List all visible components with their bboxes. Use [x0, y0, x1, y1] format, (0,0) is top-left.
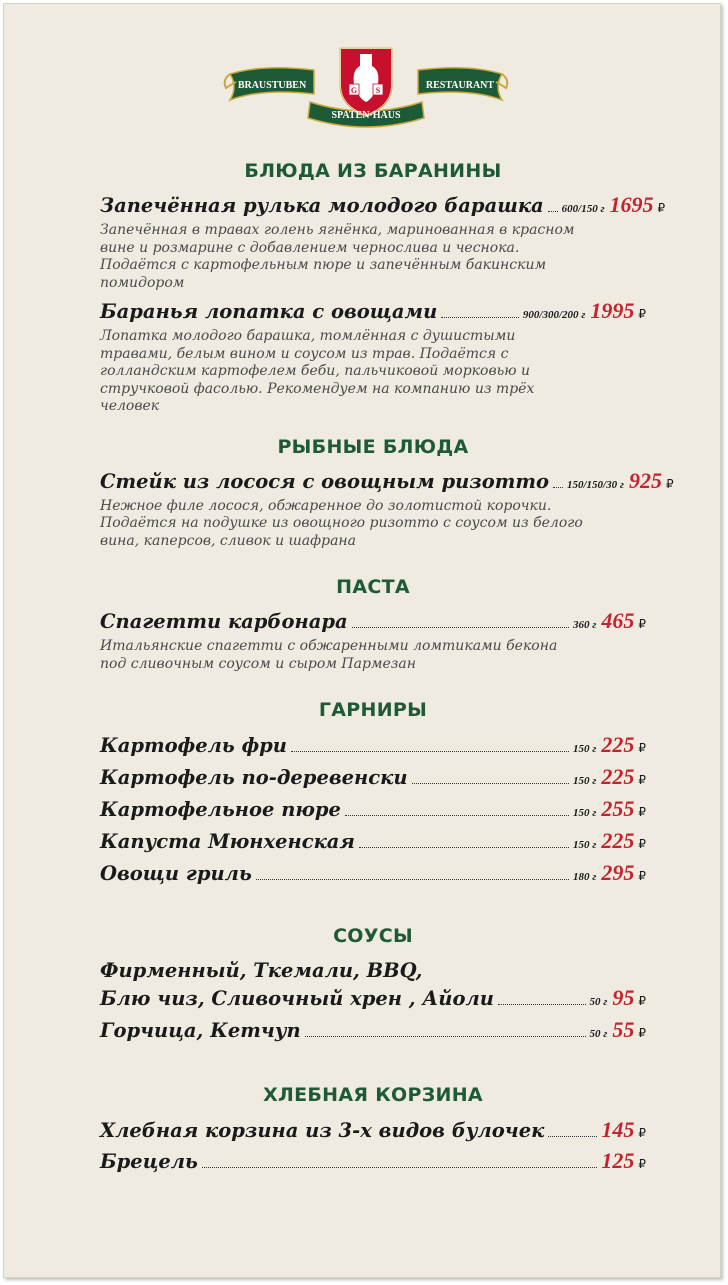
- ruble-sign: ₽: [638, 837, 646, 851]
- item-price: 295: [601, 860, 635, 885]
- dot-leader: [359, 847, 569, 848]
- item-name: Овощи гриль: [100, 862, 252, 885]
- menu-item: [100, 731, 646, 763]
- item-weight: 900/300/200 г: [522, 309, 586, 321]
- menu-item: [100, 1116, 646, 1147]
- menu-item: [100, 763, 646, 795]
- ruble-sign: ₽: [638, 805, 646, 819]
- section-title: ГАРНИРЫ: [318, 699, 428, 721]
- dot-leader: [256, 879, 569, 880]
- sauce-list-line: Фирменный, Ткемали, BBQ,: [100, 959, 423, 982]
- desc-line: травами, белым вином и соусом из трав. Подаётся с: [100, 345, 509, 362]
- item-name: Баранья лопатка с овощами: [100, 300, 438, 323]
- ruble-sign: ₽: [638, 1157, 646, 1171]
- item-description: [100, 328, 590, 416]
- ruble-sign: ₽: [638, 741, 646, 755]
- dot-leader: [345, 815, 569, 816]
- menu-content: [100, 160, 674, 1178]
- item-weight: 150 г: [573, 743, 597, 755]
- desc-line: помидором: [100, 274, 185, 291]
- item-name: Картофель по-деревенски: [100, 766, 408, 789]
- item-price: 125: [601, 1148, 635, 1173]
- section-lamb: [100, 160, 666, 416]
- item-price: 925: [628, 467, 662, 493]
- ruble-sign: ₽: [638, 773, 646, 787]
- section-title: БЛЮДА ИЗ БАРАНИНЫ: [244, 160, 502, 182]
- desc-line: Итальянские спагетти с обжаренными ломтиками бекона: [100, 638, 558, 654]
- desc-line: Нежное филе лосося, обжаренное до золотистой корочки.: [100, 497, 552, 514]
- item-name: Картофель фри: [100, 734, 287, 757]
- menu-item: [100, 859, 646, 891]
- item-price: 225: [601, 828, 635, 853]
- item-name: Стейк из лосося с овощным ризотто: [100, 469, 549, 493]
- dot-leader: [412, 783, 570, 784]
- dot-leader: [202, 1167, 597, 1168]
- desc-line: Лопатка молодого барашка, томлённая с душистыми: [100, 328, 516, 344]
- item-weight: 50 г: [589, 996, 608, 1008]
- item-weight: 180 г: [573, 871, 597, 883]
- item-weight: 150 г: [573, 775, 597, 787]
- item-name: Запечённая рулька молодого барашка: [100, 194, 544, 217]
- logo-letter-g: G: [350, 86, 358, 95]
- section-fish: [100, 435, 674, 551]
- item-price: 465: [601, 608, 635, 633]
- ruble-sign: ₽: [665, 476, 674, 491]
- ruble-sign: ₽: [638, 307, 646, 321]
- desc-line: стручковой фасолью. Рекомендуем на компанию из трёх: [100, 380, 535, 397]
- desc-line: вина, каперсов, сливок и шафрана: [100, 532, 356, 549]
- item-weight: 360 г: [573, 619, 597, 631]
- ruble-sign: ₽: [638, 869, 646, 883]
- item-price: 255: [601, 796, 635, 821]
- dot-leader: [548, 211, 558, 212]
- menu-item: [100, 298, 646, 328]
- item-name: Картофельное пюре: [100, 798, 341, 821]
- dot-leader: [305, 1036, 586, 1037]
- item-price: 225: [601, 732, 635, 757]
- dot-leader: [553, 487, 563, 488]
- item-weight: 50 г: [589, 1028, 608, 1040]
- logo-letter-s: S: [375, 86, 381, 95]
- item-price: 1995: [590, 298, 635, 323]
- item-weight: 600/150 г: [561, 203, 605, 215]
- logo-text-braustuben: BRAUSTUBEN: [237, 80, 307, 91]
- section-title: ПАСТА: [336, 576, 410, 598]
- menu-item: [100, 467, 674, 498]
- item-price: 55: [612, 1017, 635, 1042]
- item-price: 145: [601, 1117, 635, 1142]
- section-title: РЫБНЫЕ БЛЮДА: [277, 435, 469, 458]
- section-sides: [100, 699, 646, 891]
- menu-item: [100, 795, 646, 827]
- desc-line: человек: [100, 398, 160, 414]
- item-name: Хлебная корзина из 3-х видов булочек: [100, 1119, 545, 1142]
- item-weight: 150 г: [573, 839, 597, 851]
- item-price: 95: [612, 985, 635, 1010]
- dot-leader: [548, 1136, 597, 1137]
- item-name: Блю чиз, Сливочный хрен , Айоли: [100, 987, 494, 1010]
- section-sauces: [100, 925, 646, 1048]
- logo-text-restaurant: RESTAURANT: [425, 80, 495, 91]
- desc-line: Запечённая в травах голень ягнёнка, маринованная в красном: [100, 222, 575, 238]
- menu-item: [100, 192, 666, 222]
- menu-item: [100, 827, 646, 859]
- ruble-sign: ₽: [638, 994, 646, 1008]
- dot-leader: [498, 1004, 586, 1005]
- item-price: 1695: [609, 192, 654, 217]
- item-name: Капуста Мюнхенская: [100, 830, 355, 853]
- section-title: ХЛЕБНАЯ КОРЗИНА: [263, 1084, 483, 1106]
- section-title: СОУСЫ: [333, 925, 413, 947]
- item-description: [100, 638, 590, 673]
- menu-item: [100, 608, 646, 638]
- dot-leader: [441, 317, 519, 318]
- desc-line: под сливочным соусом и сыром Пармезан: [100, 655, 416, 672]
- desc-line: Подаётся с картофельным пюре и запечённым бакинским: [100, 257, 547, 273]
- desc-line: вине и розмарине с добавлением чернослива и чеснока.: [100, 239, 520, 256]
- ruble-sign: ₽: [638, 617, 646, 631]
- spaten-haus-logo: [222, 44, 510, 132]
- dot-leader: [352, 627, 569, 628]
- section-bread: [100, 1084, 646, 1178]
- ruble-sign: ₽: [657, 201, 666, 215]
- dot-leader: [291, 751, 569, 752]
- menu-page: [3, 3, 721, 1278]
- item-weight: 150/150/30 г: [567, 478, 624, 491]
- section-pasta: [100, 576, 646, 673]
- item-name: Спагетти карбонара: [100, 610, 348, 633]
- desc-line: Подаётся на подушке из овощного ризотто с соусом из белого: [100, 515, 583, 531]
- ruble-sign: ₽: [638, 1126, 646, 1140]
- item-name: Брецель: [100, 1150, 198, 1173]
- ruble-sign: ₽: [638, 1026, 646, 1040]
- item-price: 225: [601, 764, 635, 789]
- item-weight: 150 г: [573, 807, 597, 819]
- desc-line: голландским картофелем беби, пальчиковой морковью и: [100, 363, 531, 379]
- menu-item: [100, 1147, 646, 1178]
- item-description: [100, 222, 590, 292]
- menu-item: [100, 984, 646, 1016]
- menu-item: [100, 1016, 646, 1048]
- item-name: Горчица, Кетчуп: [100, 1019, 301, 1042]
- logo-text-spaten-haus: SPATEN·HAUS: [331, 110, 401, 121]
- item-description: [100, 498, 590, 551]
